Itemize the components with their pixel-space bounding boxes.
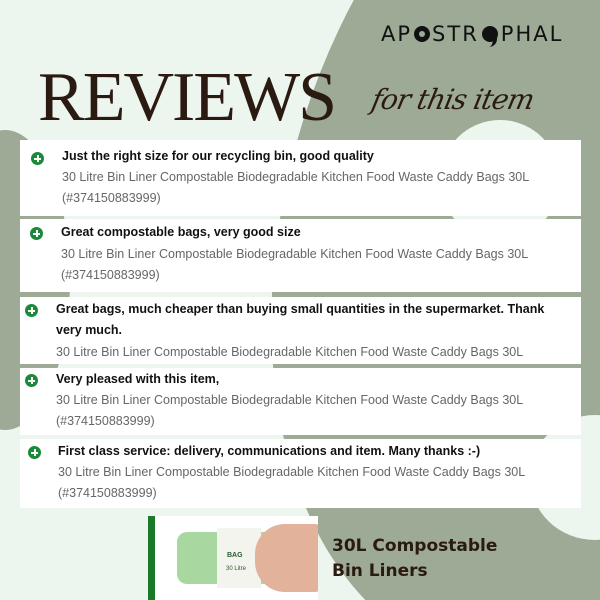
plus-circle-icon (28, 446, 41, 459)
bag-label-size: 30 Litre (226, 566, 247, 572)
page-title: REVIEWS (38, 59, 336, 136)
page-subtitle: for this item (368, 83, 537, 116)
product-title (332, 534, 497, 584)
review-text: Just the right size for our recycling bin, good quality (62, 149, 374, 163)
review-card (20, 368, 581, 435)
plus-circle-icon (25, 304, 38, 317)
hand-graphic (255, 524, 318, 592)
brand-logo (381, 22, 563, 46)
review-item-id: (#374150883999) (58, 486, 157, 500)
plus-circle-icon (30, 227, 43, 240)
logo-comma-icon (482, 26, 498, 42)
plus-circle-icon (31, 152, 44, 165)
product-image (148, 516, 318, 600)
review-item-id: (#374150883999) (62, 191, 161, 205)
logo-text: PHAL (500, 22, 564, 46)
review-item[interactable]: 30 Litre Bin Liner Compostable Biodegradable Kitchen Food Waste Caddy Bags 30L (62, 170, 530, 184)
review-item[interactable]: 30 Litre Bin Liner Compostable Biodegradable Kitchen Food Waste Caddy Bags 30L (56, 345, 524, 359)
review-text: Great bags, much cheaper than buying small quantities in the supermarket. Thank (56, 302, 545, 316)
review-item[interactable]: 30 Litre Bin Liner Compostable Biodegradable Kitchen Food Waste Caddy Bags 30L (61, 247, 529, 261)
review-card (20, 439, 581, 508)
review-text: Very pleased with this item, (56, 372, 220, 386)
logo-bell-icon (414, 26, 430, 42)
review-item-id: (#374150883999) (56, 414, 155, 428)
review-text: First class service: delivery, communications and item. Many thanks :-) (58, 444, 481, 458)
product-title-line: Bin Liners (332, 561, 428, 581)
logo-text: AP (381, 22, 413, 46)
review-card (20, 140, 581, 216)
logo-text: STR (432, 22, 479, 46)
review-item[interactable]: 30 Litre Bin Liner Compostable Biodegradable Kitchen Food Waste Caddy Bags 30L (58, 465, 526, 479)
review-item-id: (#374150883999) (61, 268, 160, 282)
review-text: Great compostable bags, very good size (61, 225, 301, 239)
review-item[interactable]: 30 Litre Bin Liner Compostable Biodegradable Kitchen Food Waste Caddy Bags 30L (56, 393, 524, 407)
review-card (20, 297, 581, 364)
review-card (20, 219, 581, 292)
product-title-line: 30L Compostable (332, 536, 498, 556)
bag-label-text: BAG (227, 552, 243, 559)
plus-circle-icon (25, 374, 38, 387)
review-text-continued: very much. (56, 323, 123, 337)
